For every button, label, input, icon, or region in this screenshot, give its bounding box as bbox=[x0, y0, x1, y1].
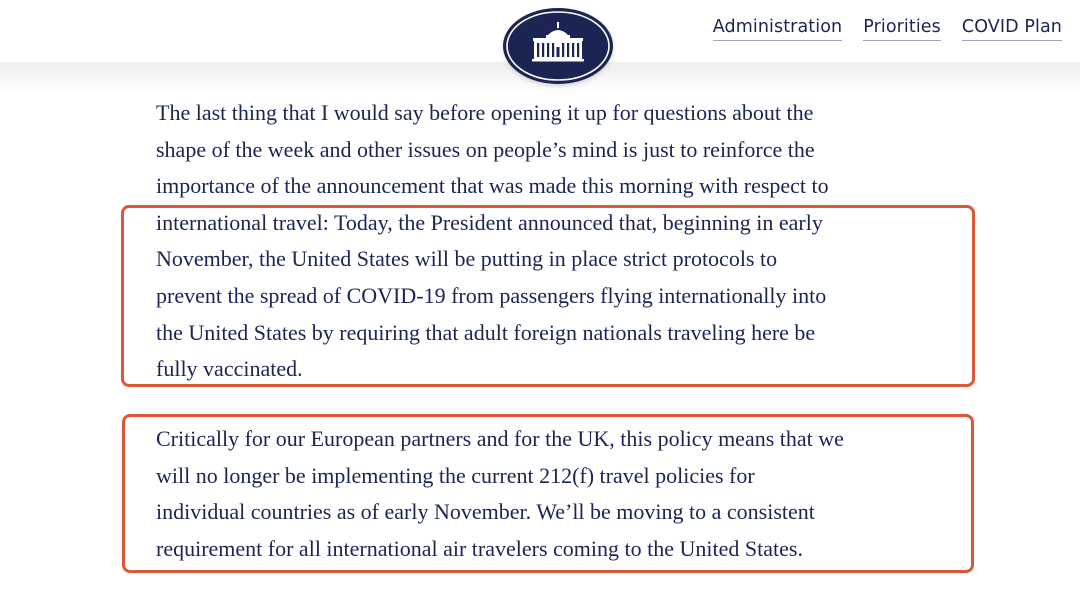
primary-nav bbox=[713, 17, 1062, 41]
paragraph-line: prevent the spread of COVID-19 from passengers flying internationally into bbox=[156, 282, 827, 308]
paragraph-line: international travel: Today, the President announced that, beginning in early bbox=[156, 209, 823, 235]
paragraph-line: individual countries as of early November. We’ll be moving to a consistent bbox=[156, 499, 815, 525]
paragraph-line: fully vaccinated. bbox=[156, 356, 303, 382]
white-house-seal-icon[interactable] bbox=[503, 8, 613, 84]
paragraph-line: Critically for our European partners and for the UK, this policy means that we bbox=[156, 426, 844, 451]
paragraph-line: shape of the week and other issues on people’s mind is just to reinforce the bbox=[156, 136, 815, 162]
nav-administration[interactable]: Administration bbox=[713, 17, 842, 41]
paragraph-line: will no longer be implementing the current 212(f) travel policies for bbox=[156, 462, 755, 488]
article-paragraph-1 bbox=[156, 95, 971, 388]
paragraph-line: The last thing that I would say before opening it up for questions about the bbox=[156, 100, 814, 125]
paragraph-line: November, the United States will be putting in place strict protocols to bbox=[156, 246, 778, 272]
paragraph-line: the United States by requiring that adult foreign nationals traveling here be bbox=[156, 319, 816, 345]
article-paragraph-2 bbox=[156, 421, 971, 567]
nav-priorities[interactable]: Priorities bbox=[863, 17, 941, 41]
nav-covid-plan[interactable]: COVID Plan bbox=[962, 17, 1062, 41]
paragraph-line: requirement for all international air travelers coming to the United States. bbox=[156, 535, 803, 561]
white-house-seal-graphic bbox=[503, 8, 613, 84]
paragraph-line: importance of the announcement that was made this morning with respect to bbox=[156, 173, 829, 199]
